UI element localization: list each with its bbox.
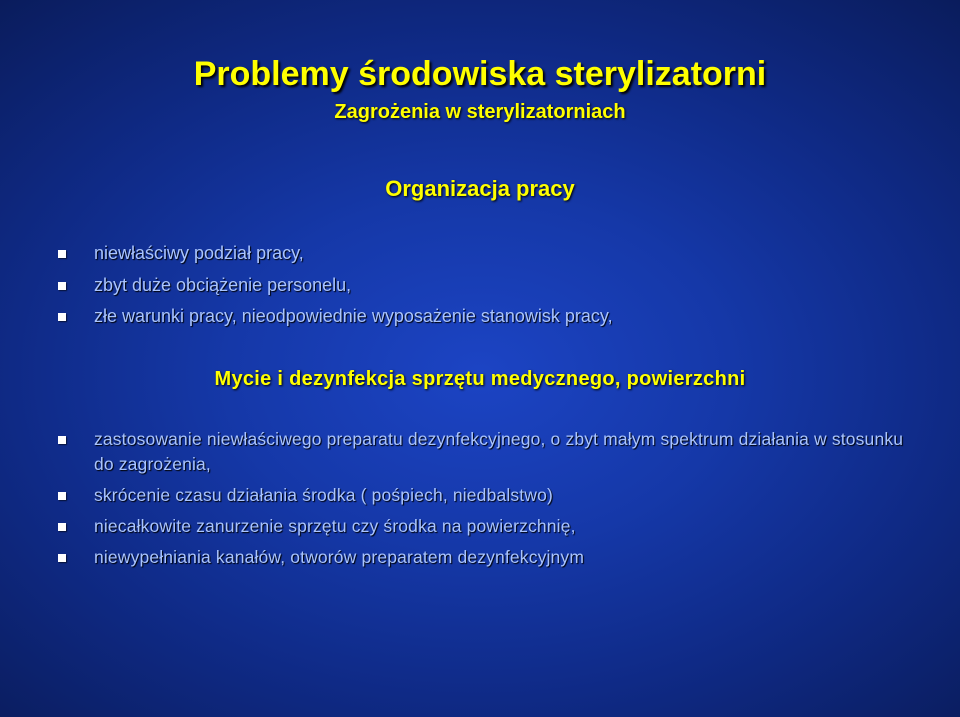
slide-title: Problemy środowiska sterylizatorni [193,55,767,93]
slide-subtitle: Zagrożenia w sterylizatorniach [334,101,626,123]
list-item [56,270,916,302]
list-item-text: skrócenie czasu działania środka ( pośpiech, niedbalstwo) [94,485,553,505]
list-item [56,238,916,270]
list-item [56,545,916,570]
square-bullet-icon [58,523,66,531]
section-heading-organizacja: Organizacja pracy [385,176,575,201]
square-bullet-icon [58,492,66,500]
list-item-text: niecałkowite zanurzenie sprzętu czy środka na powierzchnię, [94,516,576,536]
list-item-text: zastosowanie niewłaściwego preparatu dezynfekcyjnego, o zbyt małym spektrum działania w stosunku do zagrożenia, [94,429,904,474]
square-bullet-icon [58,554,66,562]
list-item-text: niewłaściwy podział pracy, [94,243,304,263]
list-item-text: zbyt duże obciążenie personelu, [94,274,352,295]
list-item [56,301,916,333]
bullet-list-mycie [56,427,916,576]
list-item [56,514,916,539]
list-item-text: złe warunki pracy, nieodpowiednie wyposażenie stanowisk pracy, [94,306,613,326]
bullet-list-organizacja [56,238,916,333]
list-item [56,483,916,508]
square-bullet-icon [58,282,66,290]
square-bullet-icon [58,436,66,444]
section-heading-mycie: Mycie i dezynfekcja sprzętu medycznego, powierzchni [214,368,746,390]
list-item [56,427,916,477]
square-bullet-icon [58,313,66,321]
square-bullet-icon [58,250,66,258]
list-item-text: niewypełniania kanałów, otworów preparatem dezynfekcyjnym [94,547,585,567]
